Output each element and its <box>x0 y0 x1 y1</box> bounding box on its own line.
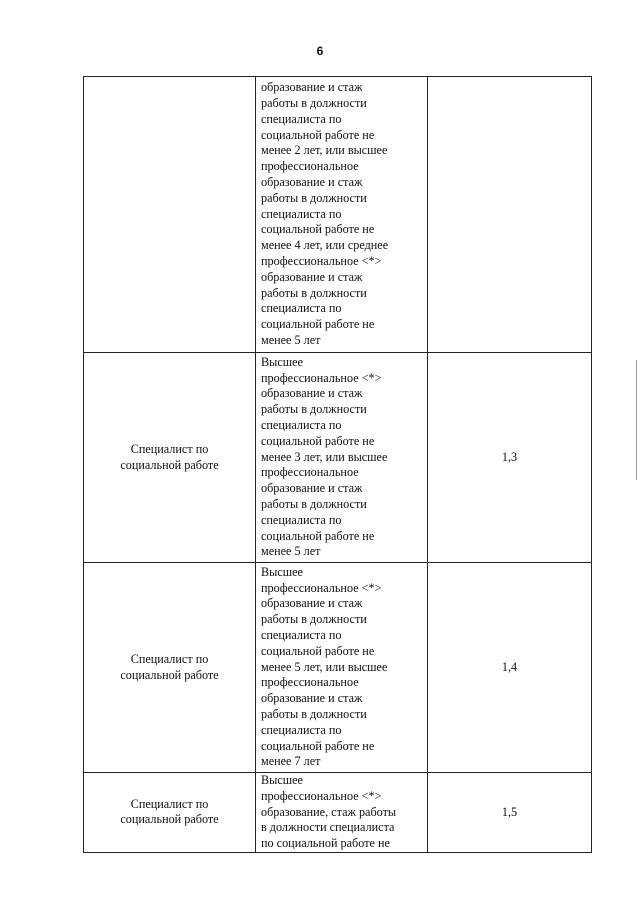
requirements-line: социальной работе не <box>261 643 375 658</box>
requirements-line: образование и стаж <box>261 386 363 401</box>
requirements-line: менее 5 лет <box>261 544 321 559</box>
requirements-line: Высшее <box>261 354 303 369</box>
requirements-line: работы в должности <box>261 496 367 511</box>
position-line: социальной работе <box>120 457 219 472</box>
requirements-line: профессиональное <box>261 675 359 690</box>
table-row <box>84 77 592 353</box>
requirements-line: профессиональное <*> <box>261 370 382 385</box>
requirements-line: работы в должности <box>261 402 367 417</box>
requirements-line: социальной работе не <box>261 317 375 332</box>
position-line: социальной работе <box>120 812 219 827</box>
requirements-line: социальной работе не <box>261 528 375 543</box>
requirements-line: менее 4 лет, или среднее <box>261 238 389 253</box>
position-cell <box>84 77 256 353</box>
coefficient-cell: 1,5 <box>428 773 592 853</box>
requirements-line: профессиональное <*> <box>261 788 382 803</box>
requirements-line: профессиональное <box>261 159 359 174</box>
requirements-line: специалиста по <box>261 111 342 126</box>
requirements-line: социальной работе не <box>261 433 375 448</box>
position-cell <box>84 773 256 853</box>
requirements-line: профессиональное <box>261 465 359 480</box>
requirements-line: специалиста по <box>261 418 342 432</box>
requirements-cell <box>256 563 428 773</box>
requirements-line: социальной работе не <box>261 127 375 142</box>
position-cell <box>84 563 256 773</box>
position-line: Специалист по <box>130 796 209 811</box>
requirements-cell <box>256 77 428 353</box>
requirements-line: работы в должности <box>261 612 367 627</box>
coefficient-cell: 1,4 <box>428 563 592 773</box>
requirements-line: работы в должности <box>261 706 367 721</box>
requirements-line: менее 7 лет <box>261 754 321 769</box>
qualification-table <box>83 76 592 853</box>
requirements-line: менее 5 лет <box>261 332 321 347</box>
requirements-line: работы в должности <box>261 285 367 300</box>
requirements-line: специалиста по <box>261 722 342 737</box>
requirements-line: менее 3 лет, или высшее <box>261 449 388 464</box>
position-line: Специалист по <box>130 441 209 456</box>
requirements-line: социальной работе не <box>261 738 375 753</box>
requirements-line: работы в должности <box>261 190 367 205</box>
requirements-line: профессиональное <*> <box>261 580 382 595</box>
requirements-line: работы в должности <box>261 96 367 111</box>
position-line: Специалист по <box>130 651 209 666</box>
requirements-line: менее 2 лет, или высшее <box>261 143 388 158</box>
requirements-line: в должности специалиста <box>261 820 395 835</box>
table-row <box>84 773 592 853</box>
requirements-line: менее 5 лет, или высшее <box>261 659 388 674</box>
requirements-line: социальной работе не <box>261 222 375 237</box>
table-row <box>84 353 592 563</box>
scan-edge-mark <box>636 360 637 480</box>
requirements-line: образование и стаж <box>261 596 363 611</box>
page-number: 6 <box>316 44 324 58</box>
requirements-line: профессиональное <*> <box>261 253 382 268</box>
requirements-cell <box>256 773 428 853</box>
coefficient-cell <box>428 77 592 353</box>
requirements-line: образование и стаж <box>261 481 363 496</box>
requirements-line: образование и стаж <box>261 269 363 284</box>
coefficient-cell: 1,3 <box>428 353 592 563</box>
requirements-line: образование, стаж работы <box>261 804 397 819</box>
requirements-line: образование и стаж <box>261 691 363 706</box>
requirements-line: специалиста по <box>261 301 342 316</box>
position-cell <box>84 353 256 563</box>
requirements-line: образование и стаж <box>261 80 363 95</box>
requirements-cell <box>256 353 428 563</box>
requirements-line: Высшее <box>261 773 303 787</box>
requirements-line: образование и стаж <box>261 175 363 189</box>
requirements-line: по социальной работе не <box>261 836 390 851</box>
requirements-line: специалиста по <box>261 206 342 221</box>
requirements-line: специалиста по <box>261 628 342 642</box>
requirements-line: специалиста по <box>261 512 342 527</box>
requirements-line: Высшее <box>261 564 303 579</box>
table-row <box>84 563 592 773</box>
position-line: социальной работе <box>120 667 219 682</box>
